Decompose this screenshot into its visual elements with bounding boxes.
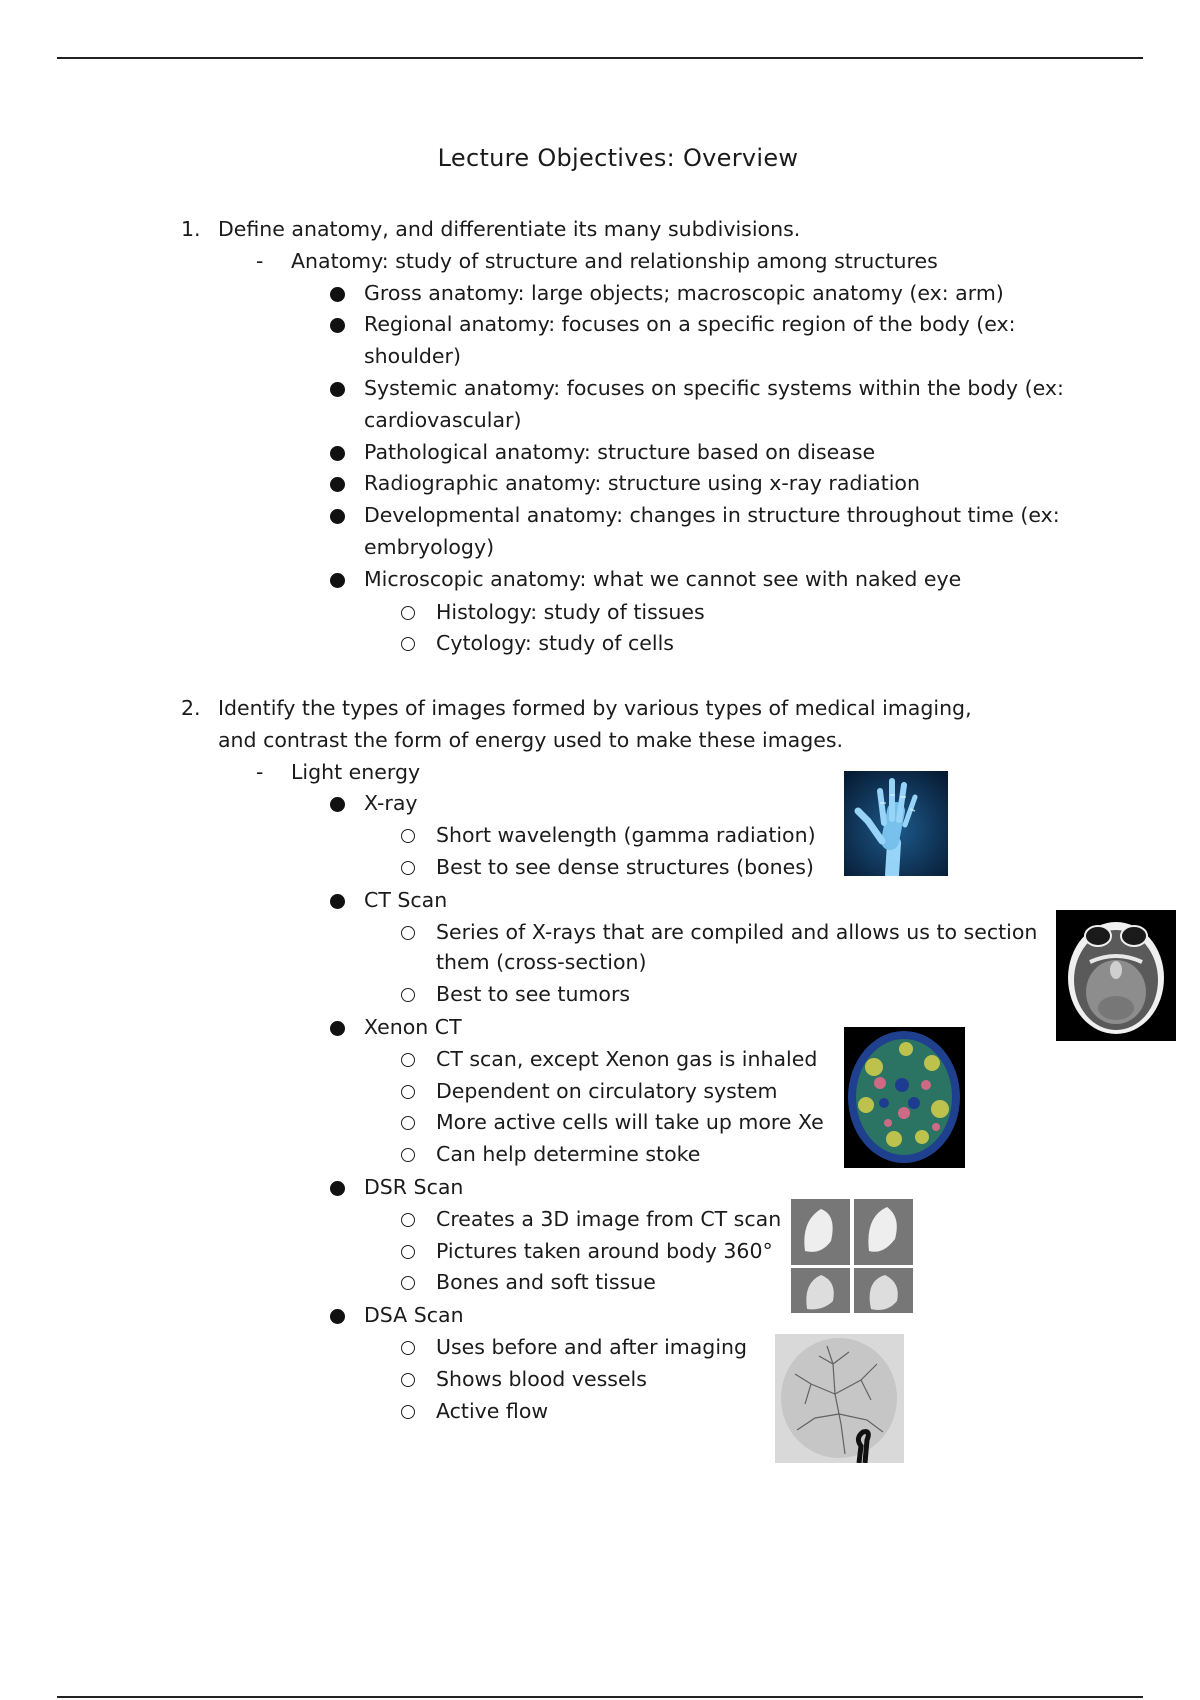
ct-scan-image <box>1056 910 1176 1041</box>
bullet-icon <box>330 1309 345 1324</box>
item-pathological: Pathological anatomy: structure based on disease <box>364 440 876 464</box>
dsr-sub-2: Pictures taken around body 360° <box>436 1239 773 1263</box>
dash-marker: - <box>256 249 264 273</box>
bullet-icon <box>330 573 345 588</box>
circle-bullet-icon <box>401 1373 415 1387</box>
bullet-icon <box>330 382 345 397</box>
circle-bullet-icon <box>401 1053 415 1067</box>
bullet-icon <box>330 509 345 524</box>
item-radiographic: Radiographic anatomy: structure using x-ray radiation <box>364 471 920 495</box>
item-developmental: Developmental anatomy: changes in structure throughout time (ex: <box>364 503 1060 527</box>
xray-label: X-ray <box>364 791 418 815</box>
circle-bullet-icon <box>401 1213 415 1227</box>
bottom-rule <box>57 1696 1143 1698</box>
circle-bullet-icon <box>401 1276 415 1290</box>
circle-bullet-icon <box>401 988 415 1002</box>
ct-sub-1: Series of X-rays that are compiled and allows us to section <box>436 920 1038 944</box>
circle-bullet-icon <box>401 1245 415 1259</box>
item-developmental-cont: embryology) <box>364 535 495 559</box>
dsr-scan-image <box>791 1191 913 1313</box>
bullet-icon <box>330 1181 345 1196</box>
xenon-sub-1: CT scan, except Xenon gas is inhaled <box>436 1047 818 1071</box>
circle-bullet-icon <box>401 1116 415 1130</box>
dsa-label: DSA Scan <box>364 1303 464 1327</box>
circle-bullet-icon <box>401 829 415 843</box>
circle-bullet-icon <box>401 606 415 620</box>
ct-sub-2: Best to see tumors <box>436 982 631 1006</box>
xenon-sub-2: Dependent on circulatory system <box>436 1079 778 1103</box>
circle-bullet-icon <box>401 926 415 940</box>
item-microscopic: Microscopic anatomy: what we cannot see with naked eye <box>364 567 962 591</box>
objective-2-number: 2. <box>181 696 201 720</box>
objective-2-text: Identify the types of images formed by various types of medical imaging, <box>218 696 972 720</box>
xenon-label: Xenon CT <box>364 1015 462 1039</box>
bullet-icon <box>330 287 345 302</box>
item-regional-cont: shoulder) <box>364 344 461 368</box>
item-cytology: Cytology: study of cells <box>436 631 674 655</box>
bullet-icon <box>330 1021 345 1036</box>
xenon-sub-4: Can help determine stoke <box>436 1142 701 1166</box>
item-systemic-cont: cardiovascular) <box>364 408 522 432</box>
light-energy: Light energy <box>291 760 421 784</box>
dsr-label: DSR Scan <box>364 1175 464 1199</box>
xenon-sub-3: More active cells will take up more Xe <box>436 1110 824 1134</box>
xray-sub-2: Best to see dense structures (bones) <box>436 855 814 879</box>
anatomy-definition: Anatomy: study of structure and relationship among structures <box>291 249 938 273</box>
objective-1-number: 1. <box>181 217 201 241</box>
circle-bullet-icon <box>401 1405 415 1419</box>
objective-1-text: Define anatomy, and differentiate its many subdivisions. <box>218 217 801 241</box>
bullet-icon <box>330 477 345 492</box>
circle-bullet-icon <box>401 1341 415 1355</box>
circle-bullet-icon <box>401 1148 415 1162</box>
ct-sub-1-cont: them (cross-section) <box>436 950 647 974</box>
dsr-sub-3: Bones and soft tissue <box>436 1270 656 1294</box>
xray-hand-image <box>844 771 948 876</box>
bullet-icon <box>330 894 345 909</box>
item-gross: Gross anatomy: large objects; macroscopic anatomy (ex: arm) <box>364 281 1004 305</box>
dsa-sub-2: Shows blood vessels <box>436 1367 647 1391</box>
objective-2-text-cont: and contrast the form of energy used to make these images. <box>218 728 844 752</box>
top-rule <box>57 57 1143 59</box>
circle-bullet-icon <box>401 861 415 875</box>
item-systemic: Systemic anatomy: focuses on specific systems within the body (ex: <box>364 376 1064 400</box>
bullet-icon <box>330 318 345 333</box>
dsr-sub-1: Creates a 3D image from CT scan <box>436 1207 782 1231</box>
ct-label: CT Scan <box>364 888 448 912</box>
bullet-icon <box>330 797 345 812</box>
page-title: Lecture Objectives: Overview <box>437 144 799 172</box>
item-histology: Histology: study of tissues <box>436 600 705 624</box>
dsa-sub-1: Uses before and after imaging <box>436 1335 748 1359</box>
xenon-ct-image <box>844 1027 965 1168</box>
circle-bullet-icon <box>401 637 415 651</box>
dsa-sub-3: Active flow <box>436 1399 549 1423</box>
item-regional: Regional anatomy: focuses on a specific region of the body (ex: <box>364 312 1016 336</box>
xray-sub-1: Short wavelength (gamma radiation) <box>436 823 816 847</box>
dash-marker: - <box>256 760 264 784</box>
bullet-icon <box>330 446 345 461</box>
dsa-scan-image <box>775 1334 904 1463</box>
circle-bullet-icon <box>401 1085 415 1099</box>
